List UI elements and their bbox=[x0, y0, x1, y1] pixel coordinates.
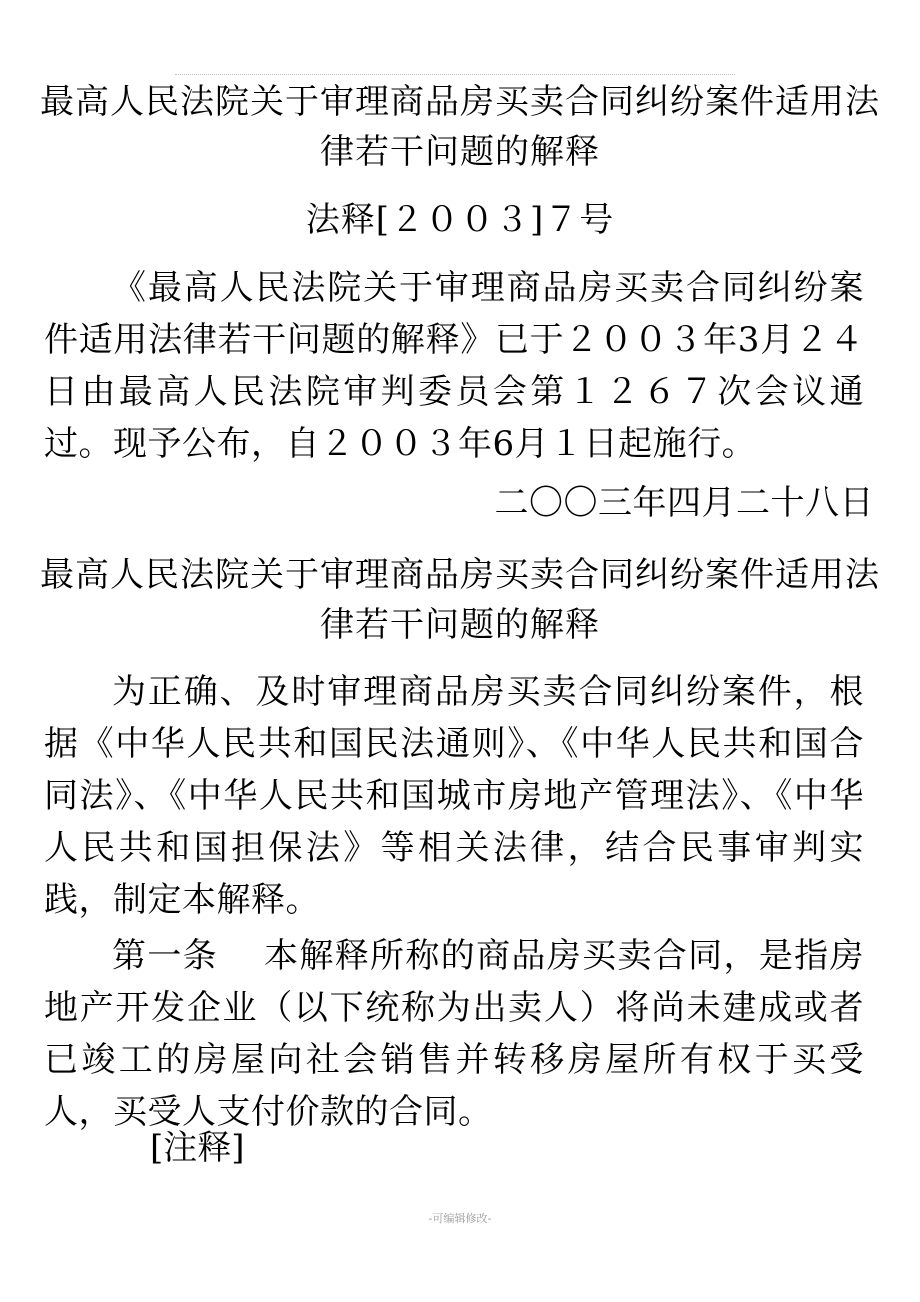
top-divider bbox=[175, 74, 735, 75]
article-1-text: 本解释所称的商品房买卖合同，是指房地产开发企业（以下统称为出卖人）将尚未建成或者已竣工的房屋向社会销售并转移房屋所有权于买受人，买受人支付价款的合同。 bbox=[44, 936, 865, 1132]
issue-date: 二〇〇三年四月二十八日 bbox=[494, 483, 874, 523]
document-title: 最高人民法院关于审理商品房买卖合同纠纷案件适用法律若干问题的解释 bbox=[40, 82, 880, 172]
preamble-paragraph: 为正确、及时审理商品房买卖合同纠纷案件，根据《中华人民共和国民法通则》、《中华人民共和国合同法》、《中华人民共和国城市房地产管理法》、《中华人民共和国担保法》等相关法律，结合民事审判实践，制定本解释。 bbox=[44, 672, 864, 920]
article-1-paragraph bbox=[44, 930, 864, 1138]
page-footer: -可编辑修改- bbox=[428, 1212, 492, 1225]
announcement-paragraph: 《最高人民法院关于审理商品房买卖合同纠纷案件适用法律若干问题的解释》已于２００３年3月２４日由最高人民法院审判委员会第１２６７次会议通过。现予公布，自２００３年6月１日起施行。 bbox=[44, 268, 864, 464]
document-number: 法释[２００３]７号 bbox=[305, 200, 615, 240]
article-1-heading: 第一条 bbox=[112, 936, 219, 976]
body-title: 最高人民法院关于审理商品房买卖合同纠纷案件适用法律若干问题的解释 bbox=[40, 555, 880, 645]
note-label: [注释] bbox=[150, 1128, 245, 1168]
